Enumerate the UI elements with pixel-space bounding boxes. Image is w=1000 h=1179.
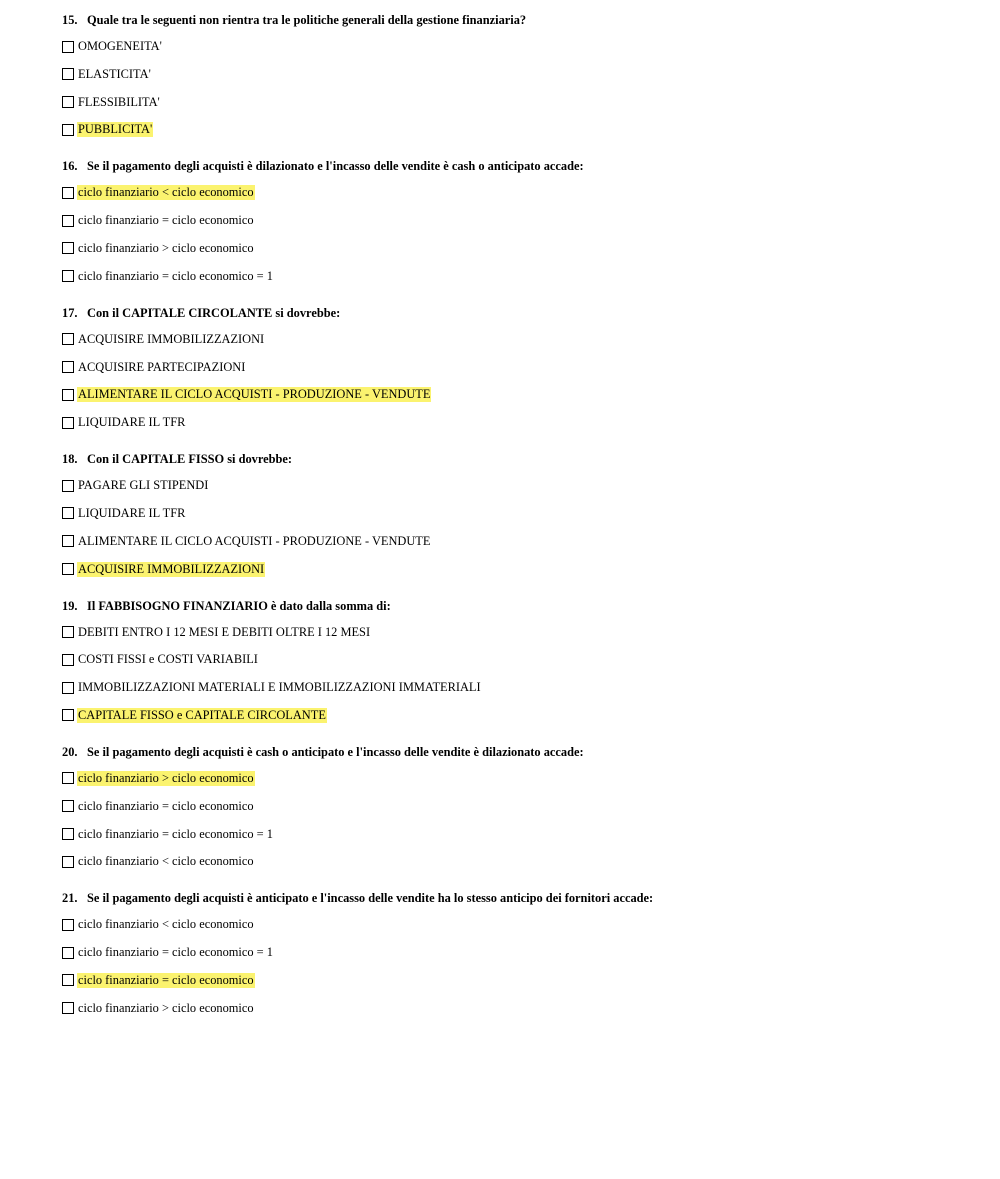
answer-option[interactable] [62,853,962,870]
answer-option[interactable] [62,679,962,696]
question-number: 20. [62,744,78,759]
question-text: Con il CAPITALE FISSO si dovrebbe: [87,452,293,467]
answer-checkbox[interactable] [62,41,74,53]
answer-option[interactable] [62,1000,962,1017]
answer-label: ciclo finanziario < ciclo economico [78,854,254,869]
question-title [62,890,962,906]
question-text: Il FABBISOGNO FINANZIARIO è dato dalla somma di: [87,598,391,613]
question-number: 15. [62,13,78,27]
answer-checkbox[interactable] [62,919,74,931]
answer-checkbox[interactable] [62,800,74,812]
answer-checkbox[interactable] [62,626,74,638]
answer-label-highlighted: ciclo finanziario > ciclo economico [78,770,254,785]
quiz-document [62,12,962,1037]
answer-checkbox[interactable] [62,68,74,80]
question-title [62,744,962,760]
answer-checkbox[interactable] [62,947,74,959]
answer-checkbox[interactable] [62,242,74,254]
question-text: Se il pagamento degli acquisti è cash o anticipato e l'incasso delle vendite è dilazionato accade: [87,744,584,759]
answer-label-highlighted: CAPITALE FISSO e CAPITALE CIRCOLANTE [78,707,326,722]
answer-option[interactable] [62,240,962,257]
answer-label: ciclo finanziario = ciclo economico = 1 [78,268,273,283]
answer-option[interactable] [62,121,962,138]
question-block [62,158,962,284]
answer-label: ciclo finanziario = ciclo economico = 1 [78,945,273,960]
answer-checkbox[interactable] [62,709,74,721]
answer-option[interactable] [62,826,962,843]
question-title [62,158,962,174]
answer-label-highlighted: ACQUISIRE IMMOBILIZZAZIONI [78,561,265,576]
answer-label: PAGARE GLI STIPENDI [78,478,209,493]
answer-option[interactable] [62,359,962,376]
answer-option[interactable] [62,916,962,933]
question-text: Con il CAPITALE CIRCOLANTE si dovrebbe: [87,305,341,320]
answer-checkbox[interactable] [62,682,74,694]
question-title [62,451,962,467]
answer-checkbox[interactable] [62,96,74,108]
answer-label: ALIMENTARE IL CICLO ACQUISTI - PRODUZIONE - VENDUTE [78,533,431,548]
answer-label: COSTI FISSI e COSTI VARIABILI [78,652,258,667]
answer-checkbox[interactable] [62,974,74,986]
answer-option[interactable] [62,414,962,431]
answer-option[interactable] [62,944,962,961]
question-number: 21. [62,891,78,906]
answer-option[interactable] [62,331,962,348]
answer-label: DEBITI ENTRO I 12 MESI E DEBITI OLTRE I 12 MESI [78,624,371,639]
answer-label: OMOGENEITA' [78,39,162,53]
answer-label: IMMOBILIZZAZIONI MATERIALI E IMMOBILIZZAZIONI IMMATERIALI [78,680,481,695]
answer-checkbox[interactable] [62,124,74,136]
answer-label: LIQUIDARE IL TFR [78,415,186,430]
question-title [62,598,962,614]
question-number: 18. [62,452,78,467]
answer-label-highlighted: ALIMENTARE IL CICLO ACQUISTI - PRODUZIONE - VENDUTE [78,387,431,402]
question-block [62,305,962,431]
question-block [62,598,962,724]
answer-checkbox[interactable] [62,772,74,784]
answer-option[interactable] [62,66,962,83]
answer-option[interactable] [62,184,962,201]
answer-label: ciclo finanziario > ciclo economico [78,240,254,255]
question-block [62,744,962,870]
answer-option[interactable] [62,268,962,285]
answer-checkbox[interactable] [62,215,74,227]
question-text: Se il pagamento degli acquisti è anticipato e l'incasso delle vendite ha lo stesso anticipo dei fornitori accade: [87,891,654,906]
answer-option[interactable] [62,561,962,578]
answer-label: ciclo finanziario > ciclo economico [78,1000,254,1015]
question-number: 19. [62,598,78,613]
answer-option[interactable] [62,94,962,111]
answer-option[interactable] [62,505,962,522]
answer-checkbox[interactable] [62,480,74,492]
question-block [62,451,962,577]
answer-checkbox[interactable] [62,856,74,868]
question-number: 16. [62,159,78,174]
answer-option[interactable] [62,533,962,550]
answer-label: ciclo finanziario = ciclo economico = 1 [78,826,273,841]
answer-option[interactable] [62,624,962,641]
answer-checkbox[interactable] [62,654,74,666]
question-text: Se il pagamento degli acquisti è dilazionato e l'incasso delle vendite è cash o anticipato accade: [87,159,584,174]
answer-checkbox[interactable] [62,389,74,401]
question-text: Quale tra le seguenti non rientra tra le politiche generali della gestione finanziaria? [87,13,527,27]
answer-checkbox[interactable] [62,361,74,373]
answer-checkbox[interactable] [62,187,74,199]
answer-option[interactable] [62,477,962,494]
answer-option[interactable] [62,386,962,403]
answer-checkbox[interactable] [62,417,74,429]
question-block [62,890,962,1016]
answer-option[interactable] [62,212,962,229]
answer-checkbox[interactable] [62,333,74,345]
answer-option[interactable] [62,707,962,724]
answer-checkbox[interactable] [62,535,74,547]
answer-checkbox[interactable] [62,1002,74,1014]
answer-label: ACQUISIRE PARTECIPAZIONI [78,359,246,374]
answer-label: ELASTICITA' [78,66,151,81]
answer-checkbox[interactable] [62,507,74,519]
answer-option[interactable] [62,972,962,989]
answer-label: ciclo finanziario = ciclo economico [78,798,254,813]
question-title [62,12,962,28]
answer-label: ciclo finanziario < ciclo economico [78,917,254,932]
answer-label-highlighted: ciclo finanziario < ciclo economico [78,185,254,200]
answer-label-highlighted: PUBBLICITA' [78,122,153,137]
answer-label: ciclo finanziario = ciclo economico [78,213,254,228]
answer-checkbox[interactable] [62,828,74,840]
answer-label-highlighted: ciclo finanziario = ciclo economico [78,972,254,987]
answer-checkbox[interactable] [62,563,74,575]
question-title [62,305,962,321]
answer-option[interactable] [62,770,962,787]
answer-option[interactable] [62,38,962,55]
answer-label: ACQUISIRE IMMOBILIZZAZIONI [78,331,265,346]
answer-label: LIQUIDARE IL TFR [78,505,186,520]
question-number: 17. [62,305,78,320]
question-block [62,12,962,138]
answer-option[interactable] [62,798,962,815]
answer-label: FLESSIBILITA' [78,94,160,109]
answer-option[interactable] [62,651,962,668]
answer-checkbox[interactable] [62,270,74,282]
